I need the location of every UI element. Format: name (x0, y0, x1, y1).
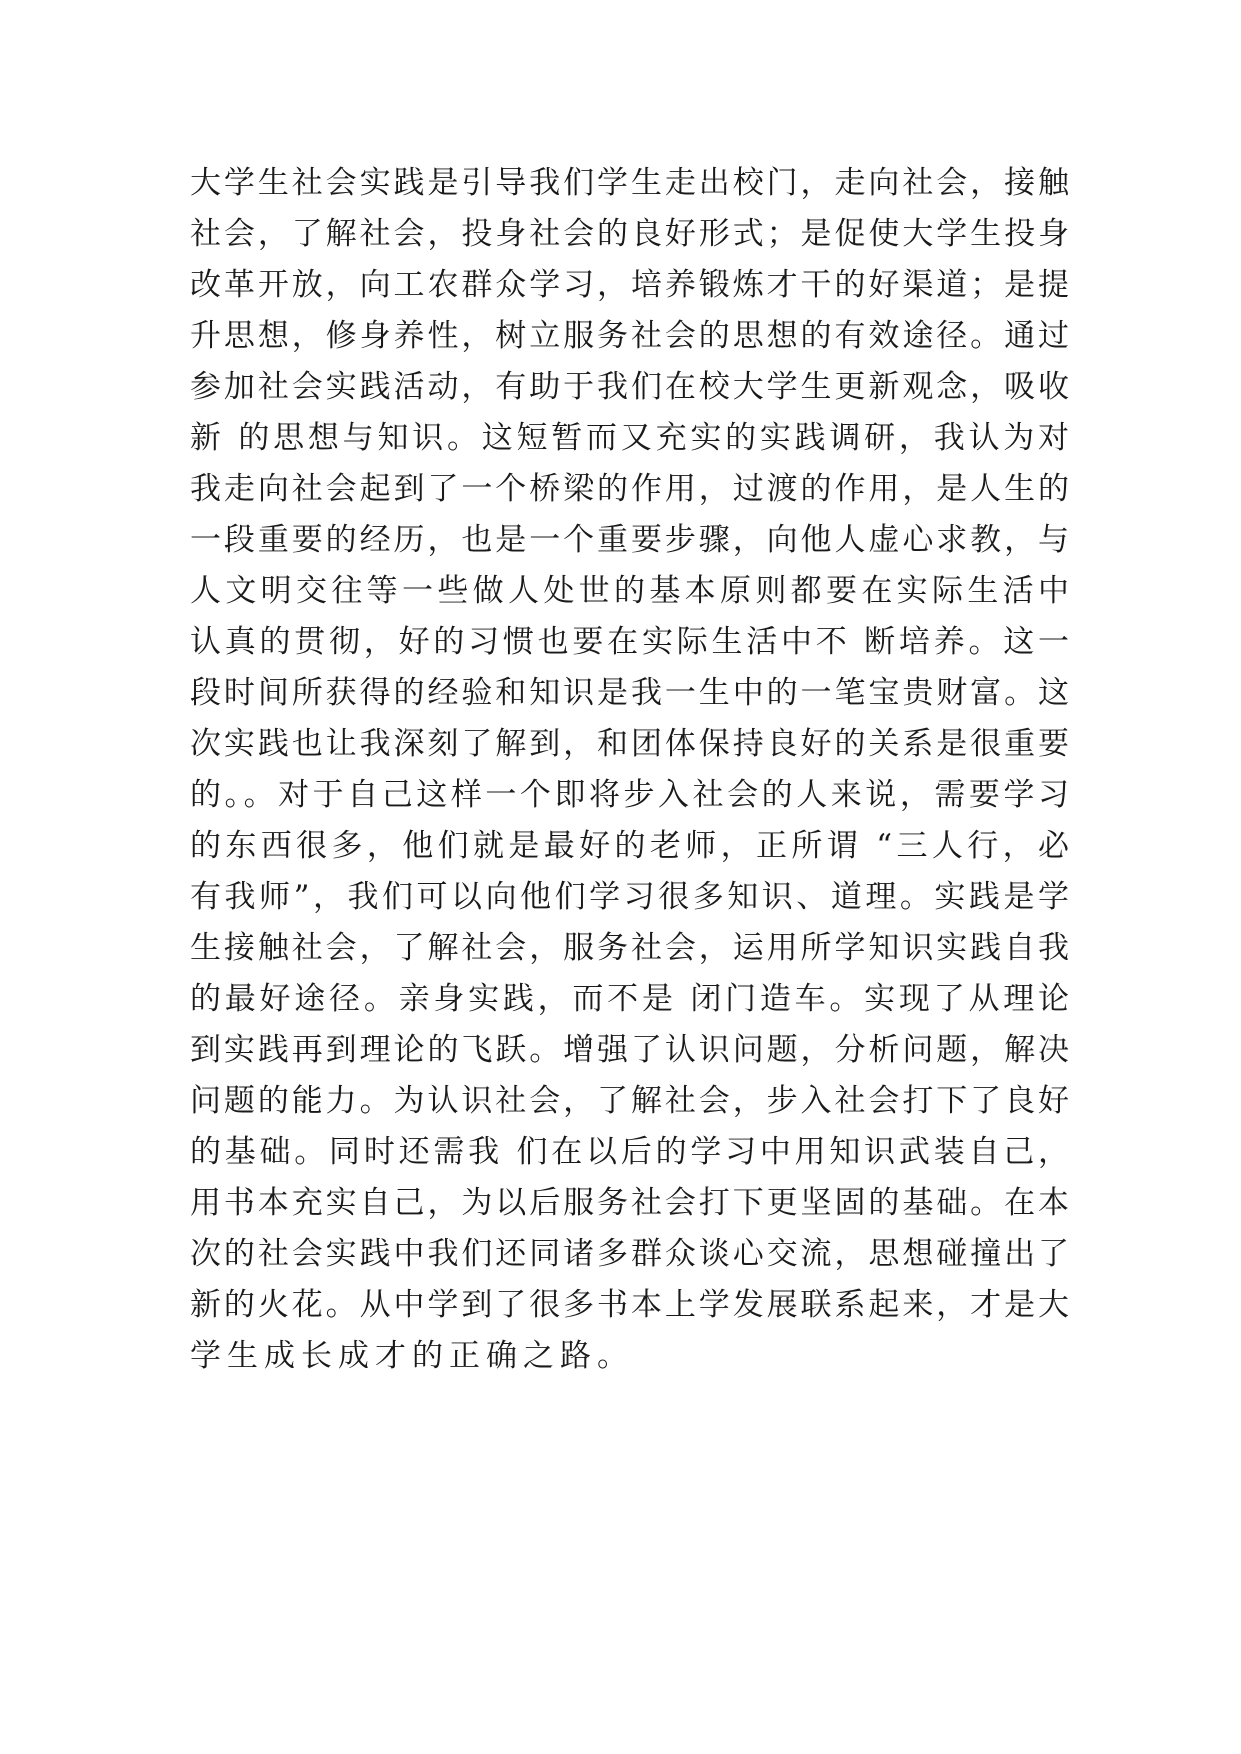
text-line: 到实践再到理论的飞跃。增强了认识问题，分析问题，解决 (190, 1032, 1070, 1068)
text-line: 次的社会实践中我们还同诸多群众谈心交流，思想碰撞出了 (190, 1236, 1070, 1272)
text-line: 新的火花。从中学到了很多书本上学发展联系起来，才是大 (190, 1287, 1070, 1323)
text-line: 的。。对于自己这样一个即将步入社会的人来说，需要学习 (190, 777, 1070, 813)
text-line: 改革开放，向工农群众学习，培养锻炼才干的好渠道；是提 (190, 267, 1070, 303)
text-line: 问题的能力。为认识社会，了解社会，步入社会打下了良好 (190, 1083, 1070, 1119)
text-line: 有我师”，我们可以向他们学习很多知识、道理。实践是学 (190, 879, 1070, 915)
text-line: 一段重要的经历，也是一个重要步骤，向他人虚心求教，与 (190, 522, 1070, 558)
text-line: 生接触社会，了解社会，服务社会，运用所学知识实践自我 (190, 930, 1070, 966)
text-line: 升思想，修身养性，树立服务社会的思想的有效途径。通过 (190, 318, 1070, 354)
text-line: 的基础。同时还需我 们在以后的学习中用知识武装自己， (190, 1134, 1070, 1170)
text-line: 新 的思想与知识。这短暂而又充实的实践调研，我认为对 (190, 420, 1070, 456)
text-line: 认真的贯彻，好的习惯也要在实际生活中不 断培养。这一 (190, 624, 1070, 660)
text-line: 社会，了解社会，投身社会的良好形式；是促使大学生投身 (190, 216, 1070, 252)
text-line: 的东西很多，他们就是最好的老师，正所谓 “三人行，必 (190, 828, 1070, 864)
text-line: 人文明交往等一些做人处世的基本原则都要在实际生活中 (190, 573, 1070, 609)
text-line: 参加社会实践活动，有助于我们在校大学生更新观念，吸收 (190, 369, 1070, 405)
text-line: 的最好途径。亲身实践，而不是 闭门造车。实现了从理论 (190, 981, 1070, 1017)
text-line: 用书本充实自己，为以后服务社会打下更坚固的基础。在本 (190, 1185, 1070, 1221)
text-line: 学生成长成才的正确之路。 (190, 1338, 634, 1374)
text-line: 次实践也让我深刻了解到，和团体保持良好的关系是很重要 (190, 726, 1070, 762)
body-paragraph (190, 158, 1070, 1382)
text-line: 大学生社会实践是引导我们学生走出校门，走向社会，接触 (190, 165, 1070, 201)
text-line: 我走向社会起到了一个桥梁的作用，过渡的作用，是人生的 (190, 471, 1070, 507)
text-line: 段时间所获得的经验和知识是我一生中的一笔宝贵财富。这 (190, 675, 1070, 711)
